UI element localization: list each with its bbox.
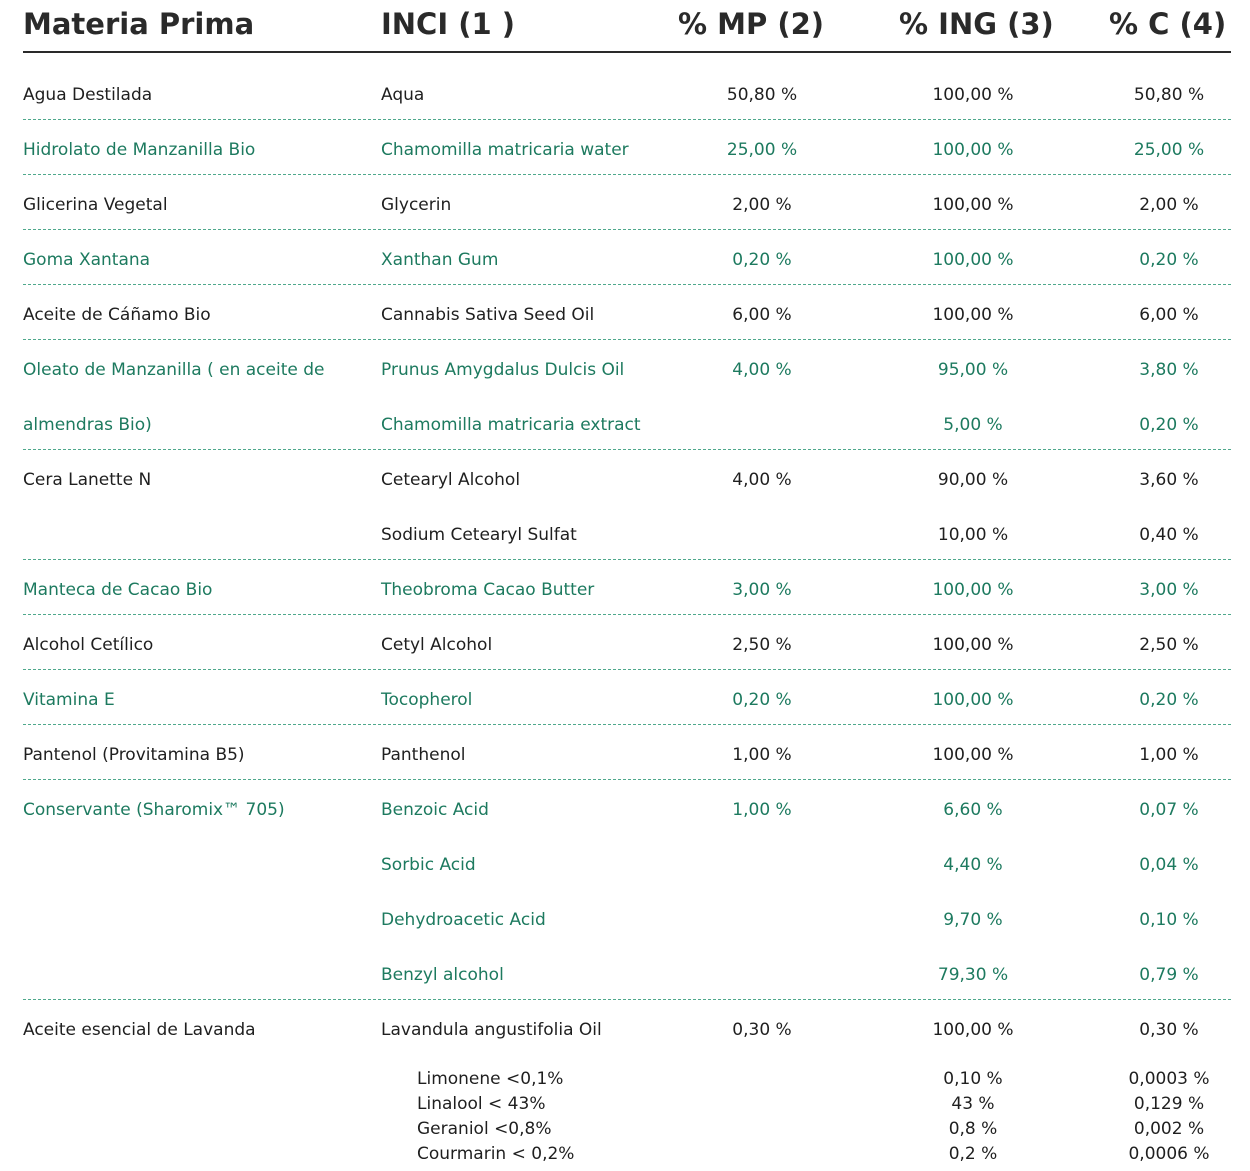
row-separator (23, 119, 1231, 120)
row-separator (23, 614, 1231, 615)
allergen-name: Courmarin < 0,2% (417, 1144, 575, 1164)
row-c-percent: 2,50 % (1139, 635, 1199, 655)
row-mp-percent: 2,00 % (732, 195, 792, 215)
allergen-c-percent: 0,129 % (1133, 1094, 1205, 1114)
header-mp: % MP (2) (678, 7, 825, 41)
row-inci: Sodium Cetearyl Sulfat (381, 525, 577, 545)
row-ing-percent: 100,00 % (932, 305, 1014, 325)
allergen-ing-percent: 0,10 % (943, 1069, 1003, 1089)
row-materia-prima: Oleato de Manzanilla ( en aceite de (23, 360, 325, 380)
row-ing-percent: 10,00 % (937, 525, 1009, 545)
row-ing-percent: 95,00 % (937, 360, 1009, 380)
row-ing-percent: 9,70 % (943, 910, 1003, 930)
row-ing-percent: 100,00 % (932, 140, 1014, 160)
row-mp-percent (702, 908, 822, 932)
row-c-percent: 50,80 % (1133, 85, 1205, 105)
header-c: % C (4) (1109, 7, 1227, 41)
row-ing-percent: 100,00 % (932, 195, 1014, 215)
row-c-percent: 0,40 % (1139, 525, 1199, 545)
header-ing: % ING (3) (899, 7, 1054, 41)
row-separator (23, 174, 1231, 175)
allergen-ing-percent: 43 % (951, 1094, 995, 1114)
row-mp-percent: 4,00 % (732, 470, 792, 490)
row-ing-percent: 90,00 % (937, 470, 1009, 490)
row-c-percent: 3,80 % (1139, 360, 1199, 380)
row-materia-prima: Manteca de Cacao Bio (23, 580, 213, 600)
row-mp-percent: 25,00 % (726, 140, 798, 160)
allergen-ing-percent: 0,2 % (948, 1144, 998, 1164)
row-mp-percent: 50,80 % (726, 85, 798, 105)
row-separator (23, 669, 1231, 670)
row-inci: Aqua (381, 85, 425, 105)
row-c-percent: 2,00 % (1139, 195, 1199, 215)
row-inci: Chamomilla matricaria extract (381, 415, 641, 435)
row-materia-prima: Agua Destilada (23, 85, 153, 105)
row-ing-percent: 100,00 % (932, 85, 1014, 105)
allergen-name: Geraniol <0,8% (417, 1119, 552, 1139)
row-separator (23, 779, 1231, 780)
row-c-percent: 0,79 % (1139, 965, 1199, 985)
row-materia-prima: Alcohol Cetílico (23, 635, 154, 655)
row-separator (23, 449, 1231, 450)
row-inci: Cetyl Alcohol (381, 635, 493, 655)
row-materia-prima: Glicerina Vegetal (23, 195, 168, 215)
row-inci: Prunus Amygdalus Dulcis Oil (381, 360, 625, 380)
row-ing-percent: 79,30 % (937, 965, 1009, 985)
row-c-percent: 0,30 % (1139, 1020, 1199, 1040)
row-materia-prima: Goma Xantana (23, 250, 151, 270)
row-materia-prima: Vitamina E (23, 690, 115, 710)
row-mp-percent: 1,00 % (732, 800, 792, 820)
row-mp-percent: 0,30 % (732, 1020, 792, 1040)
allergen-c-percent: 0,002 % (1133, 1119, 1205, 1139)
allergen-c-percent: 0,0003 % (1128, 1069, 1210, 1089)
header-divider (23, 51, 1231, 53)
row-c-percent: 0,20 % (1139, 415, 1199, 435)
row-c-percent: 0,10 % (1139, 910, 1199, 930)
row-ing-percent: 100,00 % (932, 580, 1014, 600)
row-materia-prima: Conservante (Sharomix™ 705) (23, 800, 285, 820)
allergen-ing-percent: 0,8 % (948, 1119, 998, 1139)
row-inci: Tocopherol (381, 690, 473, 710)
row-mp-percent: 0,20 % (732, 250, 792, 270)
allergen-name: Linalool < 43% (417, 1094, 546, 1114)
row-c-percent: 6,00 % (1139, 305, 1199, 325)
row-c-percent: 25,00 % (1133, 140, 1205, 160)
row-separator (23, 724, 1231, 725)
row-ing-percent: 4,40 % (943, 855, 1003, 875)
row-materia-prima: Pantenol (Provitamina B5) (23, 745, 245, 765)
row-c-percent: 0,20 % (1139, 690, 1199, 710)
row-mp-percent (702, 413, 822, 437)
row-inci: Benzyl alcohol (381, 965, 504, 985)
row-mp-percent: 3,00 % (732, 580, 792, 600)
row-ing-percent: 100,00 % (932, 690, 1014, 710)
row-mp-percent: 1,00 % (732, 745, 792, 765)
row-inci: Panthenol (381, 745, 466, 765)
row-mp-percent (702, 853, 822, 877)
row-c-percent: 0,20 % (1139, 250, 1199, 270)
row-ing-percent: 5,00 % (943, 415, 1003, 435)
row-mp-percent: 0,20 % (732, 690, 792, 710)
row-mp-percent: 2,50 % (732, 635, 792, 655)
row-separator (23, 559, 1231, 560)
row-inci: Theobroma Cacao Butter (381, 580, 595, 600)
row-c-percent: 3,60 % (1139, 470, 1199, 490)
row-materia-prima: Aceite esencial de Lavanda (23, 1020, 256, 1040)
allergen-c-percent: 0,0006 % (1128, 1144, 1210, 1164)
row-inci: Dehydroacetic Acid (381, 910, 546, 930)
row-mp-percent (702, 523, 822, 547)
row-materia-prima: Hidrolato de Manzanilla Bio (23, 140, 256, 160)
row-separator (23, 999, 1231, 1000)
row-inci: Glycerin (381, 195, 452, 215)
row-inci: Lavandula angustifolia Oil (381, 1020, 602, 1040)
row-inci: Benzoic Acid (381, 800, 489, 820)
row-ing-percent: 100,00 % (932, 250, 1014, 270)
row-mp-percent: 4,00 % (732, 360, 792, 380)
row-c-percent: 1,00 % (1139, 745, 1199, 765)
header-inci: INCI (1 ) (381, 7, 516, 41)
row-inci: Chamomilla matricaria water (381, 140, 629, 160)
row-separator (23, 339, 1231, 340)
allergen-name: Limonene <0,1% (417, 1069, 564, 1089)
row-inci: Cannabis Sativa Seed Oil (381, 305, 595, 325)
row-c-percent: 0,04 % (1139, 855, 1199, 875)
row-mp-percent: 6,00 % (732, 305, 792, 325)
row-ing-percent: 6,60 % (943, 800, 1003, 820)
row-separator (23, 229, 1231, 230)
row-inci: Cetearyl Alcohol (381, 470, 521, 490)
row-c-percent: 3,00 % (1139, 580, 1199, 600)
row-materia-prima: almendras Bio) (23, 415, 152, 435)
header-materia-prima: Materia Prima (23, 7, 255, 41)
row-materia-prima: Aceite de Cáñamo Bio (23, 305, 211, 325)
row-ing-percent: 100,00 % (932, 745, 1014, 765)
row-ing-percent: 100,00 % (932, 635, 1014, 655)
row-c-percent: 0,07 % (1139, 800, 1199, 820)
row-inci: Sorbic Acid (381, 855, 476, 875)
row-materia-prima: Cera Lanette N (23, 470, 152, 490)
row-inci: Xanthan Gum (381, 250, 499, 270)
row-mp-percent (702, 963, 822, 987)
row-separator (23, 284, 1231, 285)
row-ing-percent: 100,00 % (932, 1020, 1014, 1040)
